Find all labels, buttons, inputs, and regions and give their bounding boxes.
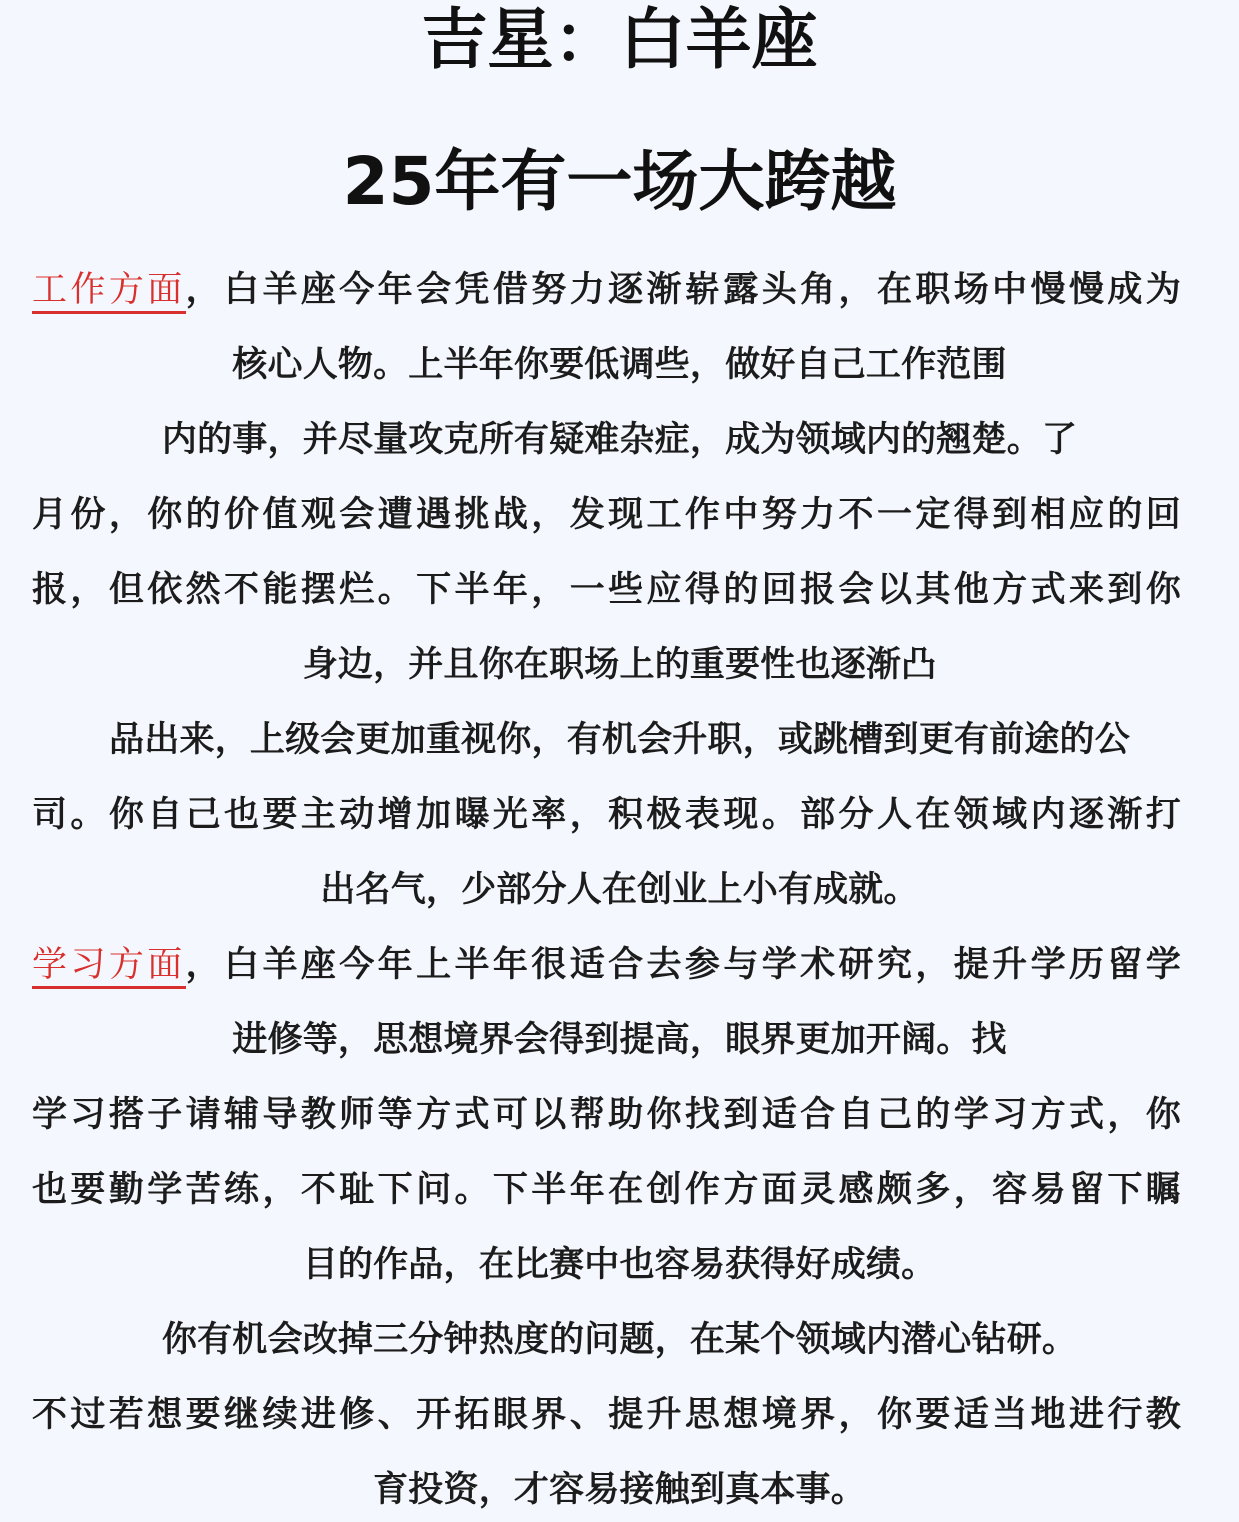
text-line: 身边，并且你在职场上的重要性也逐渐凸	[302, 645, 937, 685]
text-line: 不过若想要继续进修、开拓眼界、提升思想境界，你要适当地进行教	[32, 1395, 1181, 1435]
text-line: 学习搭子请辅导教师等方式可以帮助你找到适合自己的学习方式，你	[32, 1095, 1181, 1135]
text-line: 品出来，上级会更加重视你，有机会升职，或跳槽到更有前途的公	[109, 720, 1130, 760]
text-span: ，白羊座今年上半年很适合去参与学术研究，提升学历留学	[185, 945, 1182, 985]
text-line	[0, 940, 1239, 990]
text-line: 司。你自己也要主动增加曝光率，积极表现。部分人在领域内逐渐打	[32, 795, 1181, 835]
text-line: 进修等，思想境界会得到提高，眼界更加开阔。找	[232, 1020, 1007, 1060]
text-line: 出名气，少部分人在创业上小有成就。	[320, 870, 919, 910]
text-line: 核心人物。上半年你要低调些，做好自己工作范围	[232, 345, 1007, 385]
page-title-line-2: 25年有一场大跨越	[342, 143, 897, 220]
text-line: 内的事，并尽量攻克所有疑难杂症，成为领域内的翘楚。了	[161, 420, 1078, 460]
text-span: ，白羊座今年会凭借努力逐渐崭露头角，在职场中慢慢成为	[185, 270, 1182, 310]
text-line: 也要勤学苦练，不耻下问。下半年在创作方面灵感颇多，容易留下瞩	[32, 1170, 1181, 1210]
text-line: 报，但依然不能摆烂。下半年，一些应得的回报会以其他方式来到你	[32, 570, 1181, 610]
study-heading: 学习方面	[32, 945, 186, 989]
text-line: 育投资，才容易接触到真本事。	[373, 1470, 866, 1510]
work-heading: 工作方面	[32, 270, 186, 314]
page-title-line-1: 吉星：白羊座	[421, 1, 818, 78]
text-line: 你有机会改掉三分钟热度的问题，在某个领域内潜心钻研。	[161, 1320, 1078, 1360]
text-line: 目的作品，在比赛中也容易获得好成绩。	[302, 1245, 937, 1285]
text-line	[0, 265, 1239, 315]
text-line: 月份，你的价值观会遭遇挑战，发现工作中努力不一定得到相应的回	[32, 495, 1181, 535]
